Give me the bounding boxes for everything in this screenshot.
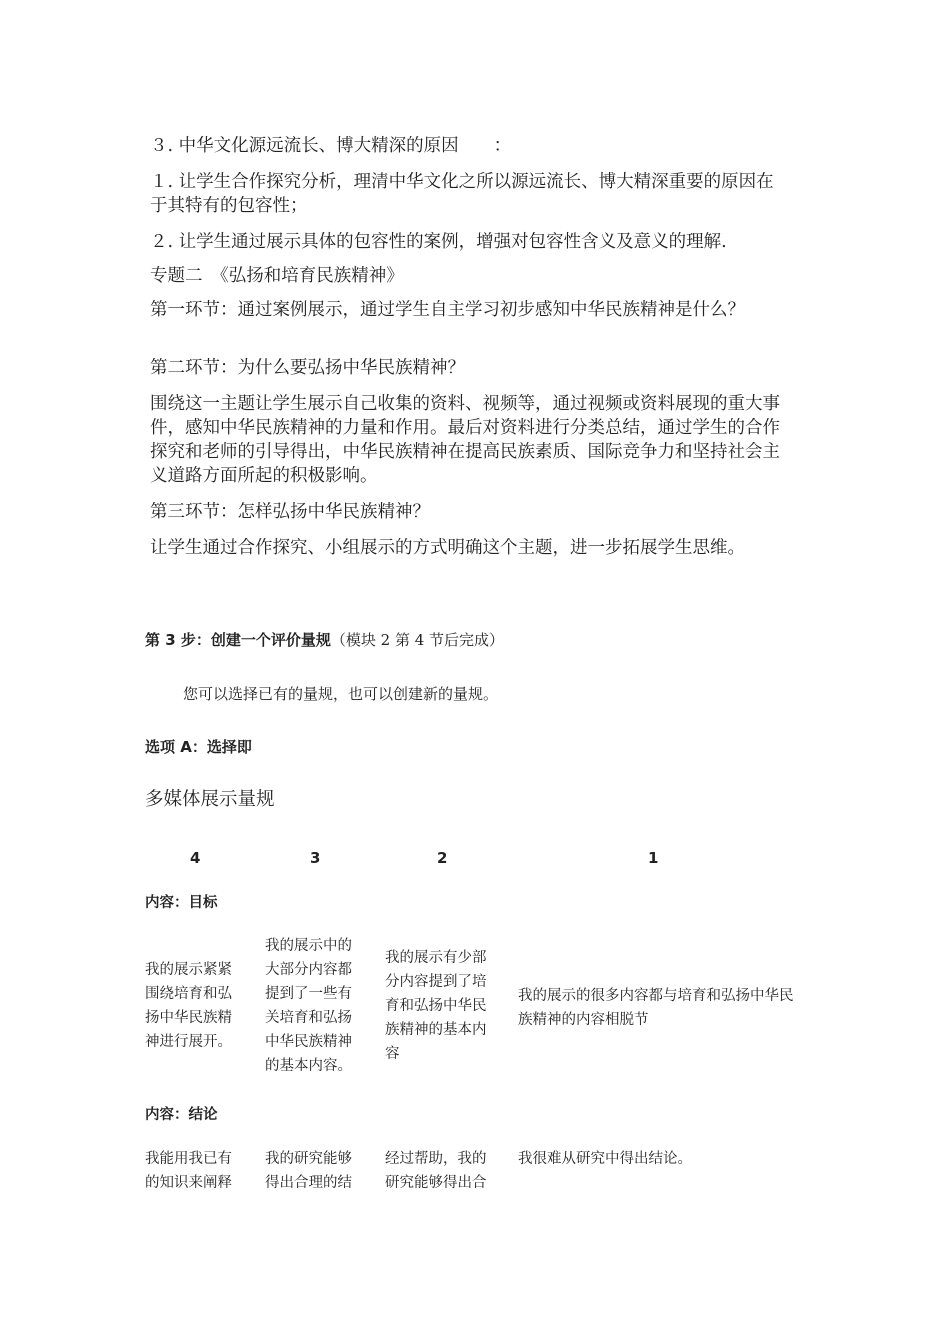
stage-1-text: 第一环节：通过案例展示，通过学生自主学习初步感知中华民族精神是什么？ bbox=[150, 300, 745, 320]
stage-3-body: 让学生通过合作探究、小组展示的方式明确这个主题，进一步拓展学生思维。 bbox=[150, 538, 745, 558]
option-a-label: 选项 A：选择即 bbox=[145, 738, 252, 756]
goal-cell-score-1: 我的展示的很多内容都与培育和弘扬中华民族精神的内容相脱节 bbox=[518, 988, 794, 1028]
score-header-1: 1 bbox=[648, 849, 659, 867]
score-header-2: 2 bbox=[437, 849, 448, 867]
stage-2-heading: 第二环节：为什么要弘扬中华民族精神？ bbox=[150, 358, 465, 378]
criterion-conclusion-label: 内容：结论 bbox=[145, 1107, 218, 1123]
item-3-point-2: ２. 让学生通过展示具体的包容性的案例，增强对包容性含义及意义的理解. bbox=[150, 232, 727, 252]
goal-cell-score-2: 我的展示有少部分内容提到了培育和弘扬中华民族精神的基本内容 bbox=[385, 950, 487, 1062]
rubric-title: 多媒体展示量规 bbox=[145, 789, 275, 810]
score-header-3: 3 bbox=[310, 849, 321, 867]
score-header-4: 4 bbox=[190, 849, 201, 867]
step-3-title: 第 3 步：创建一个评价量规 bbox=[145, 631, 331, 649]
stage-3-heading: 第三环节：怎样弘扬中华民族精神？ bbox=[150, 502, 430, 522]
conclusion-cell-score-1: 我很难从研究中得出结论。 bbox=[518, 1151, 692, 1167]
item-3-heading: ３. 中华文化源远流长、博大精深的原因 ： bbox=[150, 136, 512, 156]
item-3-point-1: １. 让学生合作探究分析，理清中华文化之所以源远流长、博大精深重要的原因在于其特有的包容性； bbox=[150, 172, 774, 216]
conclusion-cell-score-2: 经过帮助，我的研究能够得出合 bbox=[385, 1151, 487, 1191]
step-3-intro: 您可以选择已有的量规，也可以创建新的量规。 bbox=[183, 685, 499, 703]
step-3-note: （模块 2 第 4 节后完成） bbox=[330, 631, 505, 649]
conclusion-cell-score-4: 我能用我已有的知识来阐释 bbox=[145, 1151, 232, 1191]
stage-2-body: 围绕这一主题让学生展示自己收集的资料、视频等，通过视频或资料展现的重大事件，感知中华民族精神的力量和作用。最后对资料进行分类总结，通过学生的合作探究和老师的引导得出，中华民族精神在提高民族素质、国际竞争力和坚持社会主义道路方面所起的积极影响。 bbox=[150, 394, 780, 486]
goal-cell-score-3: 我的展示中的大部分内容都提到了一些有关培育和弘扬中华民族精神的基本内容。 bbox=[265, 938, 352, 1074]
conclusion-cell-score-3: 我的研究能够得出合理的结 bbox=[265, 1151, 352, 1191]
criterion-goal-label: 内容：目标 bbox=[145, 895, 218, 911]
step-3-heading bbox=[145, 629, 504, 651]
topic-2-title: 专题二 《弘扬和培育民族精神》 bbox=[150, 266, 404, 286]
goal-cell-score-4: 我的展示紧紧围绕培育和弘扬中华民族精神进行展开。 bbox=[145, 962, 232, 1050]
